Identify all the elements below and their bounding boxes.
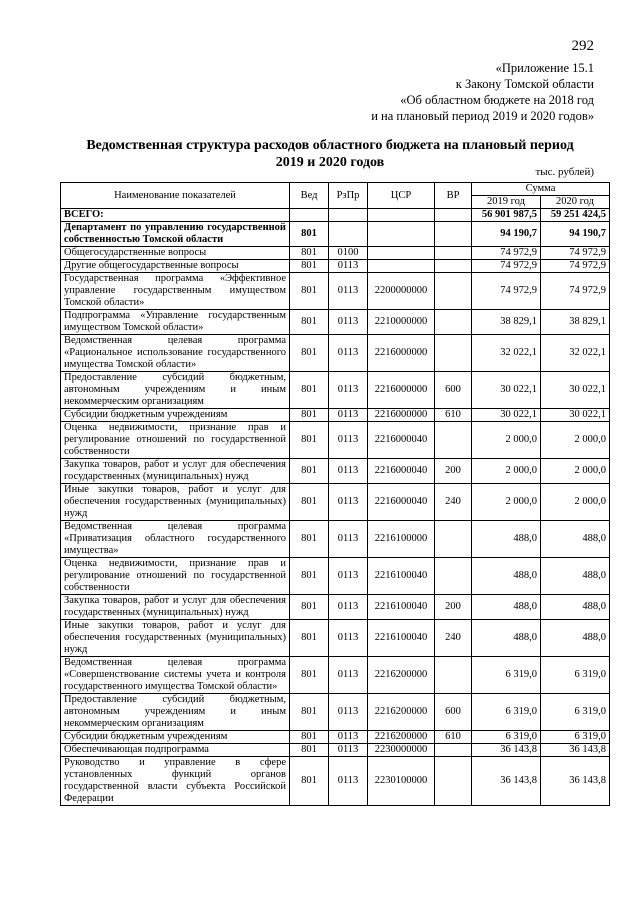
cell-2020: 30 022,1: [541, 372, 610, 409]
table-row: [61, 422, 610, 459]
cell-ved: 801: [290, 335, 329, 372]
table-row: [61, 757, 610, 806]
cell-2020: 30 022,1: [541, 409, 610, 422]
cell-ved: 801: [290, 260, 329, 273]
cell-csr: [368, 222, 435, 247]
table-row: [61, 372, 610, 409]
cell-csr: 2216100040: [368, 595, 435, 620]
cell-vr: [435, 273, 472, 310]
cell-csr: 2216200000: [368, 657, 435, 694]
cell-name: Иные закупки товаров, работ и услуг для обеспечения государственных (муниципальных) нужд: [61, 484, 290, 521]
cell-2020: 74 972,9: [541, 273, 610, 310]
cell-ved: 801: [290, 273, 329, 310]
cell-vr: 610: [435, 409, 472, 422]
cell-rzpr: 0113: [329, 484, 368, 521]
cell-vr: 240: [435, 484, 472, 521]
table-row: [61, 459, 610, 484]
cell-vr: [435, 222, 472, 247]
cell-vr: [435, 209, 472, 222]
cell-csr: 2216100000: [368, 521, 435, 558]
cell-name: Субсидии бюджетным учреждениям: [61, 731, 290, 744]
cell-ved: 801: [290, 744, 329, 757]
document-title: [60, 137, 600, 171]
table-row: [61, 335, 610, 372]
cell-2020: 6 319,0: [541, 694, 610, 731]
cell-2020: 488,0: [541, 620, 610, 657]
cell-vr: [435, 247, 472, 260]
budget-table: [60, 182, 610, 806]
cell-vr: [435, 335, 472, 372]
table-row: [61, 595, 610, 620]
cell-rzpr: 0113: [329, 731, 368, 744]
cell-2019: 2 000,0: [472, 422, 541, 459]
cell-2020: 488,0: [541, 521, 610, 558]
table-row: [61, 260, 610, 273]
cell-ved: 801: [290, 521, 329, 558]
cell-csr: [368, 209, 435, 222]
table-row: [61, 694, 610, 731]
cell-name: ВСЕГО:: [61, 209, 290, 222]
cell-2019: 36 143,8: [472, 744, 541, 757]
cell-name: Оценка недвижимости, признание прав и регулирование отношений по государственной собственности: [61, 558, 290, 595]
cell-2020: 36 143,8: [541, 744, 610, 757]
cell-name: Ведомственная целевая программа «Совершенствование системы учета и контроля государственного имущества Томской области»: [61, 657, 290, 694]
cell-name: Обеспечивающая подпрограмма: [61, 744, 290, 757]
header-2019: 2019 год: [472, 196, 541, 209]
table-body: [61, 209, 610, 806]
cell-vr: [435, 744, 472, 757]
cell-vr: [435, 657, 472, 694]
table-row: [61, 310, 610, 335]
cell-name: Предоставление субсидий бюджетным, автономным учреждениям и иным некоммерческим организациям: [61, 372, 290, 409]
cell-name: Предоставление субсидий бюджетным, автономным учреждениям и иным некоммерческим организациям: [61, 694, 290, 731]
cell-name: Иные закупки товаров, работ и услуг для обеспечения государственных (муниципальных) нужд: [61, 620, 290, 657]
cell-csr: 2230000000: [368, 744, 435, 757]
cell-2019: 488,0: [472, 620, 541, 657]
appendix-line: «Приложение 15.1: [495, 61, 594, 75]
table-row: [61, 521, 610, 558]
table-row: [61, 657, 610, 694]
cell-vr: [435, 521, 472, 558]
cell-csr: 2216200000: [368, 694, 435, 731]
cell-2019: 2 000,0: [472, 459, 541, 484]
cell-name: Оценка недвижимости, признание прав и регулирование отношений по государственной собственности: [61, 422, 290, 459]
cell-rzpr: 0113: [329, 620, 368, 657]
appendix-line: и на плановый период 2019 и 2020 годов»: [371, 109, 594, 123]
cell-2019: 30 022,1: [472, 372, 541, 409]
cell-rzpr: 0113: [329, 459, 368, 484]
cell-name: Закупка товаров, работ и услуг для обеспечения государственных (муниципальных) нужд: [61, 459, 290, 484]
cell-ved: 801: [290, 657, 329, 694]
cell-name: Закупка товаров, работ и услуг для обеспечения государственных (муниципальных) нужд: [61, 595, 290, 620]
cell-vr: 600: [435, 372, 472, 409]
header-rzpr: РзПр: [329, 183, 368, 209]
cell-ved: 801: [290, 310, 329, 335]
cell-2019: 74 972,9: [472, 260, 541, 273]
cell-csr: 2216000000: [368, 409, 435, 422]
appendix-header: [371, 60, 594, 124]
cell-2019: 32 022,1: [472, 335, 541, 372]
page-number: 292: [571, 38, 594, 54]
cell-name: Департамент по управлению государственной собственностью Томской области: [61, 222, 290, 247]
cell-name: Субсидии бюджетным учреждениям: [61, 409, 290, 422]
cell-2019: 74 972,9: [472, 247, 541, 260]
cell-name: Подпрограмма «Управление государственным имуществом Томской области»: [61, 310, 290, 335]
cell-rzpr: 0100: [329, 247, 368, 260]
cell-rzpr: 0113: [329, 273, 368, 310]
cell-2020: 32 022,1: [541, 335, 610, 372]
cell-2019: 94 190,7: [472, 222, 541, 247]
cell-2020: 2 000,0: [541, 459, 610, 484]
cell-2019: 38 829,1: [472, 310, 541, 335]
cell-rzpr: 0113: [329, 409, 368, 422]
cell-name: Руководство и управление в сфере установленных функций органов государственной власти субъекта Российской Федерации: [61, 757, 290, 806]
table-row: [61, 409, 610, 422]
table-row: [61, 222, 610, 247]
cell-2020: 59 251 424,5: [541, 209, 610, 222]
cell-vr: [435, 310, 472, 335]
cell-2020: 74 972,9: [541, 260, 610, 273]
cell-2020: 94 190,7: [541, 222, 610, 247]
table-row: [61, 620, 610, 657]
cell-ved: 801: [290, 222, 329, 247]
cell-2019: 6 319,0: [472, 731, 541, 744]
cell-rzpr: [329, 222, 368, 247]
cell-csr: 2216000040: [368, 459, 435, 484]
header-ved: Вед: [290, 183, 329, 209]
title-line: Ведомственная структура расходов областного бюджета на плановый период: [86, 138, 574, 153]
cell-ved: 801: [290, 409, 329, 422]
cell-rzpr: 0113: [329, 595, 368, 620]
cell-csr: 2216000000: [368, 335, 435, 372]
cell-2020: 488,0: [541, 558, 610, 595]
cell-2020: 2 000,0: [541, 484, 610, 521]
cell-name: Другие общегосударственные вопросы: [61, 260, 290, 273]
appendix-line: «Об областном бюджете на 2018 год: [400, 93, 594, 107]
cell-ved: 801: [290, 459, 329, 484]
header-vr: ВР: [435, 183, 472, 209]
cell-csr: 2210000000: [368, 310, 435, 335]
cell-vr: [435, 422, 472, 459]
cell-name: Государственная программа «Эффективное управление государственным имуществом Томской области»: [61, 273, 290, 310]
cell-name: Общегосударственные вопросы: [61, 247, 290, 260]
table-header-row: [61, 183, 610, 196]
cell-vr: [435, 757, 472, 806]
cell-rzpr: 0113: [329, 744, 368, 757]
cell-vr: [435, 260, 472, 273]
table-row: [61, 558, 610, 595]
cell-ved: 801: [290, 731, 329, 744]
cell-2020: 488,0: [541, 595, 610, 620]
cell-vr: 610: [435, 731, 472, 744]
cell-vr: 600: [435, 694, 472, 731]
cell-rzpr: 0113: [329, 310, 368, 335]
cell-vr: 200: [435, 595, 472, 620]
cell-rzpr: 0113: [329, 422, 368, 459]
cell-name: Ведомственная целевая программа «Приватизация областного государственного имущества»: [61, 521, 290, 558]
cell-2020: 6 319,0: [541, 731, 610, 744]
cell-csr: 2216000040: [368, 422, 435, 459]
cell-ved: 801: [290, 757, 329, 806]
cell-2019: 488,0: [472, 595, 541, 620]
cell-2019: 36 143,8: [472, 757, 541, 806]
cell-2019: 2 000,0: [472, 484, 541, 521]
cell-csr: 2230100000: [368, 757, 435, 806]
cell-vr: [435, 558, 472, 595]
cell-ved: 801: [290, 694, 329, 731]
cell-name: Ведомственная целевая программа «Рациональное использование государственного имущества Томской области»: [61, 335, 290, 372]
cell-rzpr: 0113: [329, 694, 368, 731]
table-row: [61, 247, 610, 260]
cell-rzpr: 0113: [329, 260, 368, 273]
cell-rzpr: [329, 209, 368, 222]
table-row: [61, 273, 610, 310]
cell-rzpr: 0113: [329, 521, 368, 558]
cell-ved: 801: [290, 372, 329, 409]
cell-csr: 2216100040: [368, 558, 435, 595]
cell-rzpr: 0113: [329, 657, 368, 694]
cell-ved: 801: [290, 247, 329, 260]
cell-csr: 2200000000: [368, 273, 435, 310]
cell-csr: 2216100040: [368, 620, 435, 657]
cell-csr: [368, 260, 435, 273]
cell-ved: 801: [290, 620, 329, 657]
header-csr: ЦСР: [368, 183, 435, 209]
cell-rzpr: 0113: [329, 372, 368, 409]
cell-rzpr: 0113: [329, 558, 368, 595]
cell-ved: [290, 209, 329, 222]
cell-2019: 56 901 987,5: [472, 209, 541, 222]
title-line: 2019 и 2020 годов: [275, 155, 385, 170]
cell-ved: 801: [290, 595, 329, 620]
cell-2020: 38 829,1: [541, 310, 610, 335]
cell-ved: 801: [290, 484, 329, 521]
cell-csr: 2216000040: [368, 484, 435, 521]
cell-csr: 2216200000: [368, 731, 435, 744]
cell-2020: 6 319,0: [541, 657, 610, 694]
cell-rzpr: 0113: [329, 757, 368, 806]
header-sum: Сумма: [472, 183, 610, 196]
header-name: Наименование показателей: [61, 183, 290, 209]
appendix-line: к Закону Томской области: [455, 77, 594, 91]
table-row: [61, 484, 610, 521]
cell-2020: 36 143,8: [541, 757, 610, 806]
cell-2019: 488,0: [472, 558, 541, 595]
cell-ved: 801: [290, 558, 329, 595]
cell-csr: [368, 247, 435, 260]
cell-2019: 6 319,0: [472, 657, 541, 694]
units-label: тыс. рублей): [535, 166, 594, 178]
cell-csr: 2216000000: [368, 372, 435, 409]
cell-2019: 74 972,9: [472, 273, 541, 310]
cell-vr: 200: [435, 459, 472, 484]
cell-2020: 2 000,0: [541, 422, 610, 459]
table-row: [61, 209, 610, 222]
cell-2019: 6 319,0: [472, 694, 541, 731]
cell-2020: 74 972,9: [541, 247, 610, 260]
header-2020: 2020 год: [541, 196, 610, 209]
cell-vr: 240: [435, 620, 472, 657]
table-row: [61, 731, 610, 744]
table-row: [61, 744, 610, 757]
cell-2019: 30 022,1: [472, 409, 541, 422]
cell-rzpr: 0113: [329, 335, 368, 372]
cell-ved: 801: [290, 422, 329, 459]
cell-2019: 488,0: [472, 521, 541, 558]
